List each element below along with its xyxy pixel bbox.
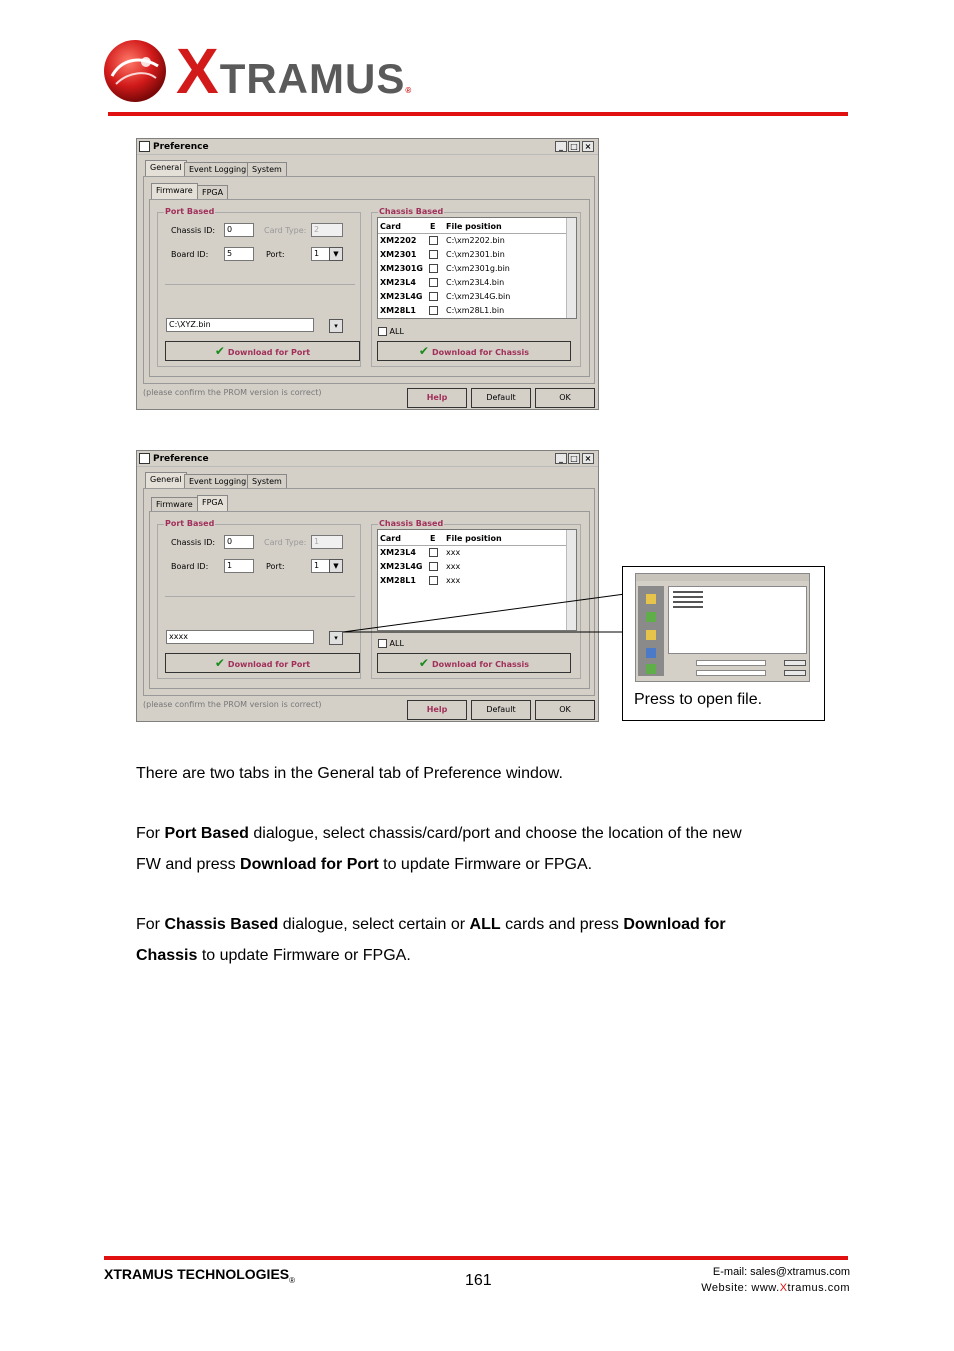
footer-email: E-mail: sales@xtramus.com (712, 1266, 850, 1278)
board-id-input[interactable]: 1 (224, 559, 254, 573)
default-button[interactable]: Default (471, 700, 531, 720)
download-for-port-label: Download for Port (227, 348, 311, 357)
file-position: xxx (446, 576, 461, 585)
column-header-card: Card (380, 534, 401, 543)
tab-event-logging[interactable]: Event Logging (184, 474, 251, 488)
file-position: C:\xm23L4.bin (446, 278, 505, 287)
card-type-input[interactable]: 1 (311, 535, 343, 549)
text: dialogue, select chassis/card/port and choose the location of the new (248, 825, 742, 842)
card-name: XM23L4 (380, 278, 416, 287)
check-icon: ✔ (418, 344, 429, 358)
chassis-id-input[interactable]: 0 (224, 223, 254, 237)
board-id-input[interactable]: 5 (224, 247, 254, 261)
minimize-button[interactable]: _ (555, 141, 567, 152)
all-label: ALL (389, 327, 404, 336)
text: dialogue, select certain or (278, 916, 470, 933)
subtab-firmware[interactable]: Firmware (151, 183, 198, 199)
port-based-label: Port Based (165, 519, 215, 528)
footer-rule (104, 1256, 848, 1260)
download-for-chassis-label: Download for Chassis (431, 660, 530, 669)
bold-text: ALL (469, 916, 501, 933)
paragraph-intro: There are two tabs in the General tab of Preference window. (136, 765, 563, 782)
close-button[interactable]: × (582, 453, 594, 464)
port-based-label: Port Based (165, 207, 215, 216)
port-label: Port: (266, 562, 285, 571)
file-position: C:\xm2301.bin (446, 250, 505, 259)
paragraph-chassis-based (136, 909, 836, 971)
text: cards and press (500, 916, 624, 933)
column-header-file-position: File position (446, 534, 502, 543)
card-name: XM23L4 (380, 548, 416, 557)
footer-website (650, 1282, 850, 1294)
bold-text: Chassis (136, 947, 198, 964)
text: to update Firmware or FPGA. (378, 856, 593, 873)
subtab-fpga[interactable]: FPGA (197, 185, 228, 199)
text: to update Firmware or FPGA. (197, 947, 411, 964)
card-name: XM28L1 (380, 306, 416, 315)
ok-button[interactable]: OK (535, 700, 595, 720)
text: For (136, 916, 165, 933)
chassis-id-input[interactable]: 0 (224, 535, 254, 549)
chassis-based-label: Chassis Based (379, 519, 444, 528)
card-type-label: Card Type: (264, 538, 307, 547)
dialog-title: Preference (153, 454, 209, 464)
text: For (136, 825, 165, 842)
download-for-chassis-label: Download for Chassis (431, 348, 530, 357)
file-path-input[interactable]: xxxx (166, 630, 314, 644)
column-header-e: E (430, 534, 436, 543)
tab-system[interactable]: System (247, 162, 287, 176)
bold-text: Download for Port (240, 856, 379, 873)
download-for-port-label: Download for Port (227, 660, 311, 669)
callout-caption: Press to open file. (634, 691, 763, 708)
card-name: XM2301 (380, 250, 417, 259)
company-name: XTRAMUS TECHNOLOGIES (104, 1266, 290, 1282)
website-suffix: tramus.com (787, 1282, 850, 1294)
chassis-id-label: Chassis ID: (171, 226, 216, 235)
file-position: C:\xm23L4G.bin (446, 292, 511, 301)
status-text: (please confirm the PROM version is correct) (143, 700, 322, 709)
file-position: C:\xm2301g.bin (446, 264, 510, 273)
column-header-file-position: File position (446, 222, 502, 231)
bold-text: Port Based (164, 825, 249, 842)
website-x: X (779, 1282, 788, 1294)
card-type-input[interactable]: 2 (311, 223, 343, 237)
help-button[interactable]: Help (407, 700, 467, 720)
tab-system[interactable]: System (247, 474, 287, 488)
places-bar (638, 586, 664, 676)
port-dropdown-icon[interactable]: ▼ (329, 559, 343, 573)
default-button[interactable]: Default (471, 388, 531, 408)
tab-general[interactable]: General (145, 472, 187, 488)
maximize-button[interactable]: □ (568, 141, 580, 152)
help-button[interactable]: Help (407, 388, 467, 408)
website-prefix: Website: www. (701, 1282, 780, 1294)
card-name: XM28L1 (380, 576, 416, 585)
card-name: XM2301G (380, 264, 423, 273)
minimize-button[interactable]: _ (555, 453, 567, 464)
file-position: xxx (446, 562, 461, 571)
close-button[interactable]: × (582, 141, 594, 152)
file-position: C:\xm2202.bin (446, 236, 505, 245)
file-position: C:\xm28L1.bin (446, 306, 505, 315)
column-header-card: Card (380, 222, 401, 231)
registered-mark: ® (289, 1275, 296, 1285)
check-icon: ✔ (418, 656, 429, 670)
card-type-label: Card Type: (264, 226, 307, 235)
paragraph-port-based (136, 818, 836, 880)
chassis-based-label: Chassis Based (379, 207, 444, 216)
logo-registered: ® (405, 86, 413, 95)
bold-text: Download for (623, 916, 726, 933)
browse-file-button[interactable]: ▾ (329, 631, 343, 645)
logo-rest: TRAMUS (219, 55, 406, 102)
open-file-dialog-thumbnail (635, 573, 810, 682)
file-path-input[interactable]: C:\XYZ.bin (166, 318, 314, 332)
card-name: XM2202 (380, 236, 417, 245)
status-text: (please confirm the PROM version is correct) (143, 388, 322, 397)
text: FW and press (136, 856, 241, 873)
board-id-label: Board ID: (171, 250, 209, 259)
footer-company (104, 1266, 295, 1285)
column-header-e: E (430, 222, 436, 231)
subtab-firmware[interactable]: Firmware (151, 497, 198, 511)
maximize-button[interactable]: □ (568, 453, 580, 464)
ok-button[interactable]: OK (535, 388, 595, 408)
port-select[interactable]: 1 (311, 559, 343, 573)
tab-event-logging[interactable]: Event Logging (184, 162, 251, 176)
logo-x: X (176, 35, 220, 107)
check-icon: ✔ (214, 344, 225, 358)
all-label: ALL (389, 639, 404, 648)
file-position: xxx (446, 548, 461, 557)
tab-general[interactable]: General (145, 160, 187, 176)
bold-text: Chassis Based (164, 916, 279, 933)
card-name: XM23L4G (380, 562, 423, 571)
callout-box (622, 566, 825, 721)
port-label: Port: (266, 250, 285, 259)
card-name: XM23L4G (380, 292, 423, 301)
port-dropdown-icon[interactable]: ▼ (329, 247, 343, 261)
port-select[interactable]: 1 (311, 247, 343, 261)
board-id-label: Board ID: (171, 562, 209, 571)
chassis-id-label: Chassis ID: (171, 538, 216, 547)
dialog-title: Preference (153, 142, 209, 152)
subtab-fpga[interactable]: FPGA (197, 495, 228, 511)
browse-file-button[interactable]: ▾ (329, 319, 343, 333)
page-number: 161 (465, 1272, 492, 1289)
file-list (668, 586, 807, 654)
check-icon: ✔ (214, 656, 225, 670)
